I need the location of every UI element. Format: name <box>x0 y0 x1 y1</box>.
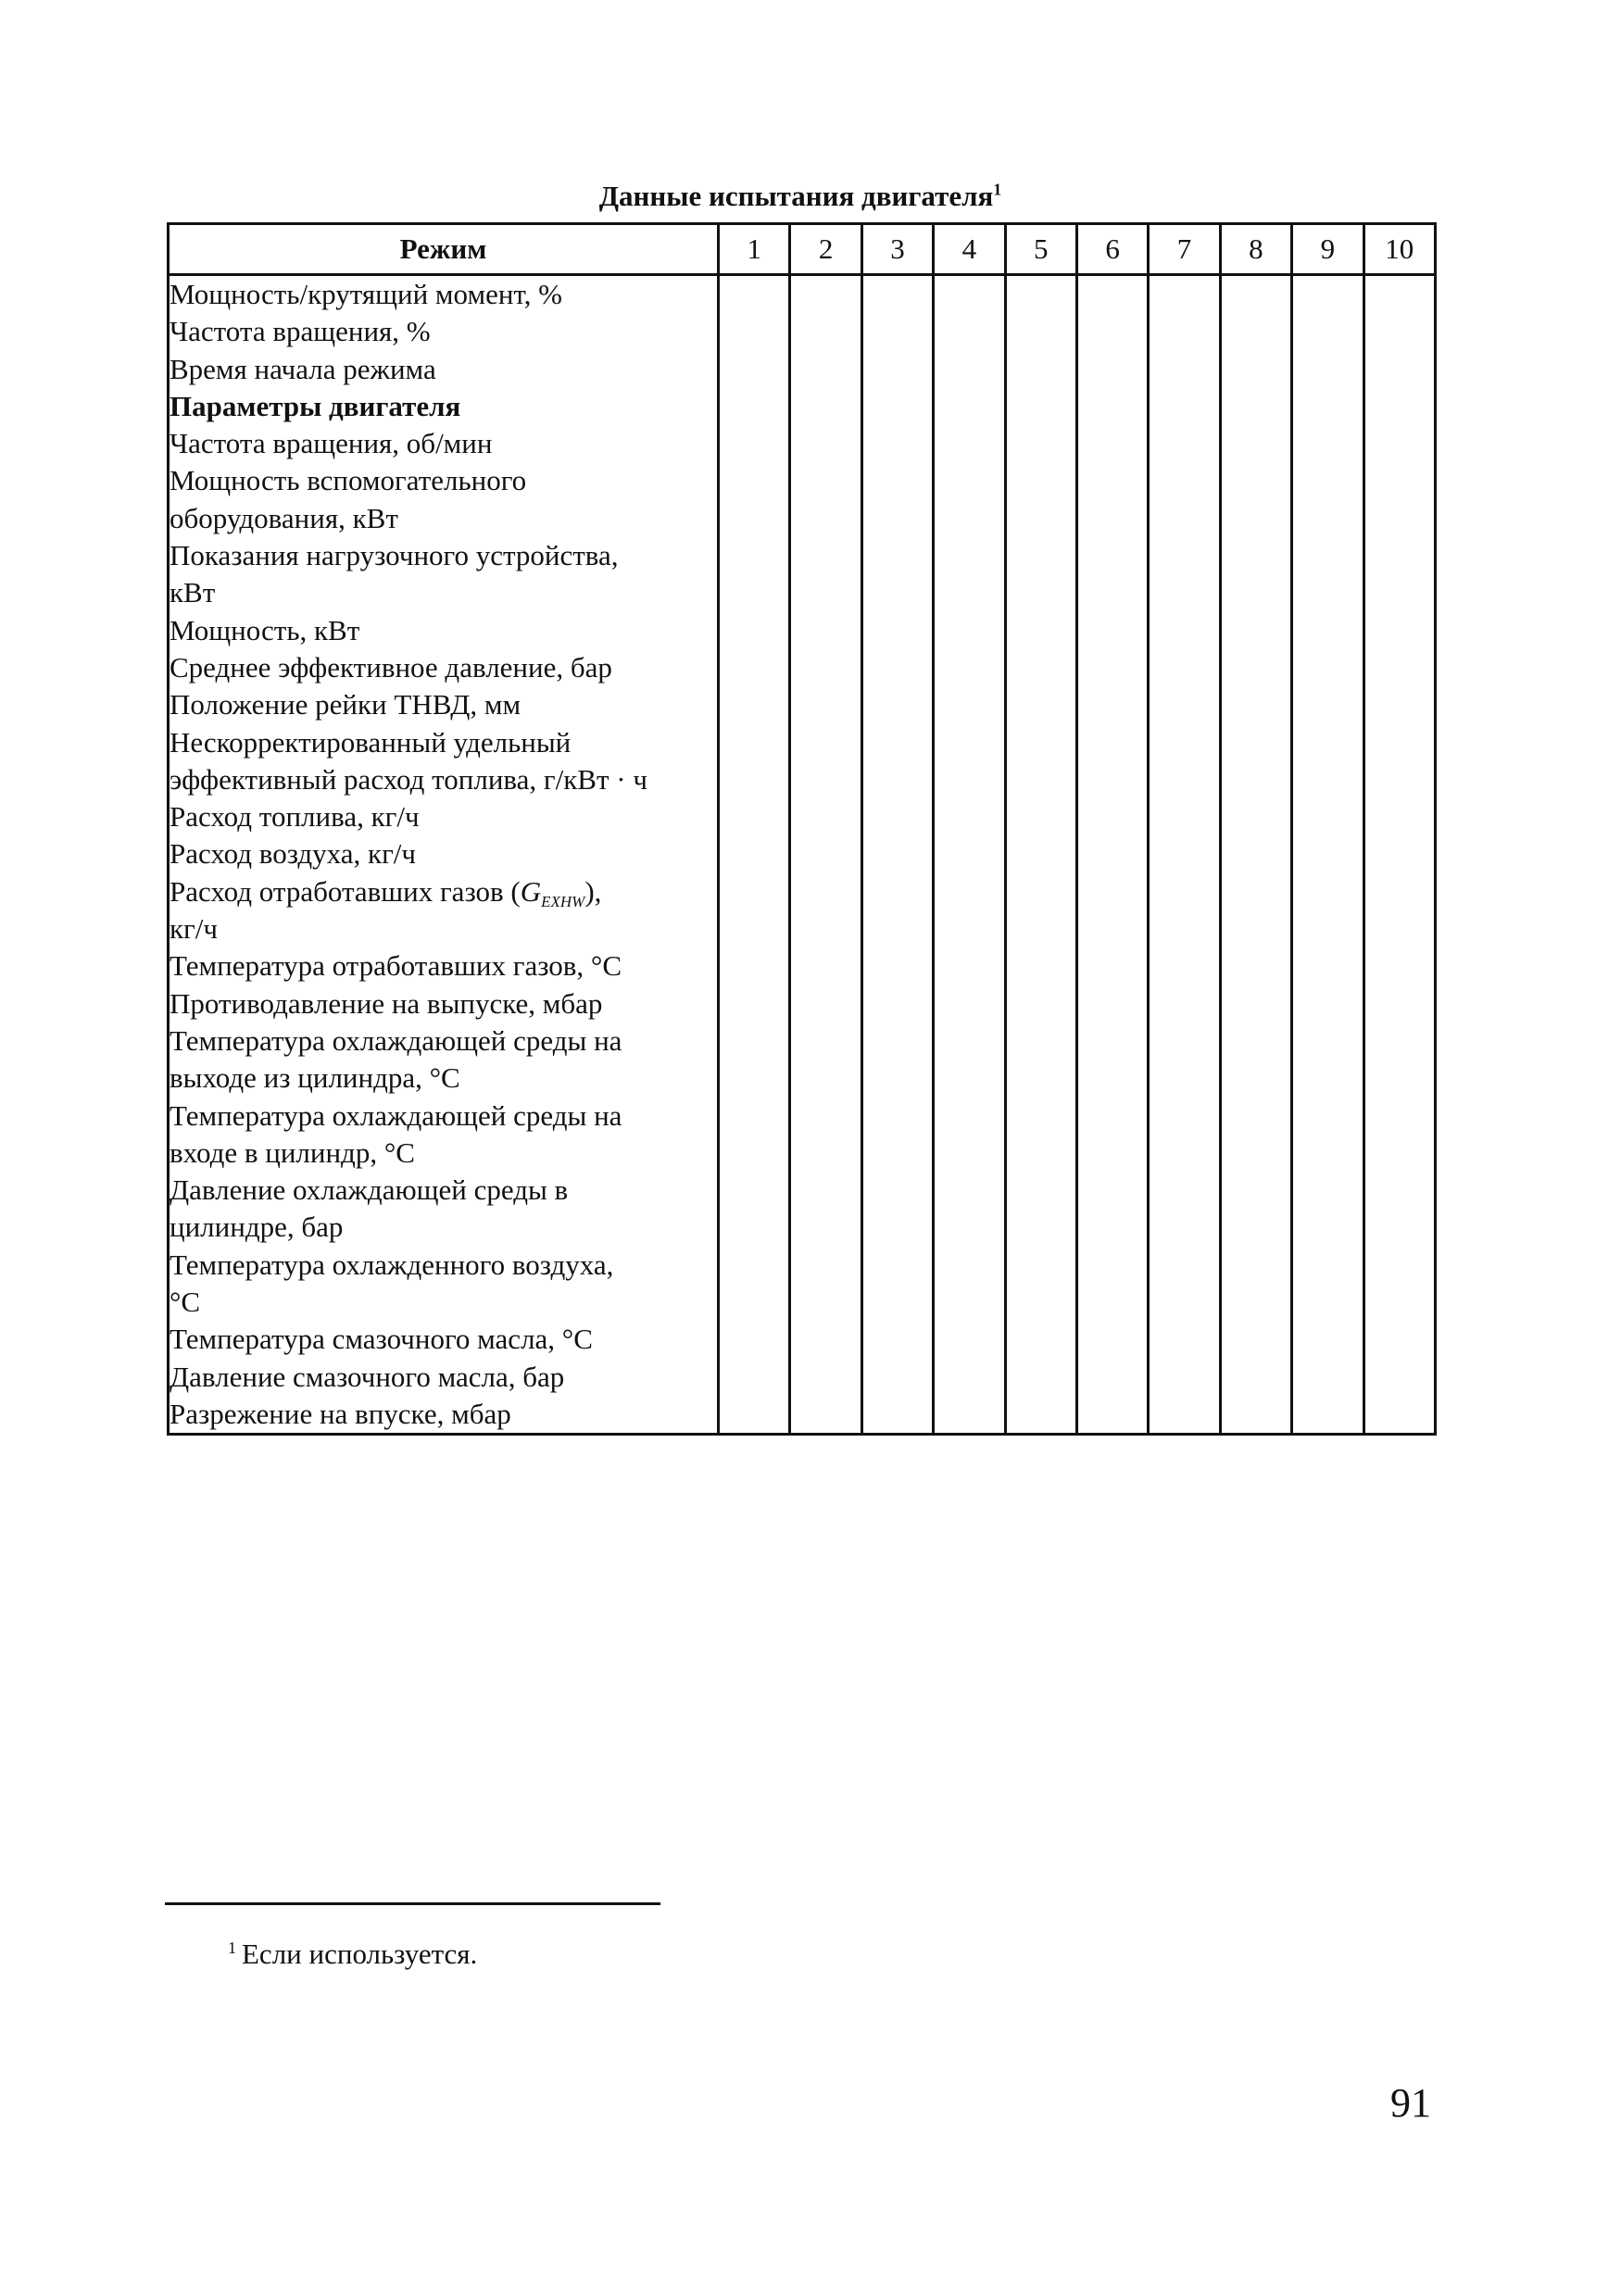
parameter-line: Температура охлаждающей среды на <box>170 1023 622 1057</box>
parameter-line: Расход воздуха, кг/ч <box>170 837 417 871</box>
parameter-line: Температура смазочного масла, °C <box>170 1323 593 1356</box>
parameter-line: кВт <box>170 576 216 609</box>
parameter-line: Мощность, кВт <box>170 613 360 646</box>
parameter-line: Давление охлаждающей среды в <box>170 1173 569 1207</box>
parameter-line: Положение рейки ТНВД, мм <box>170 688 521 721</box>
mode-header-label: Режим <box>169 224 719 275</box>
parameter-line: Среднее эффективное давление, бар <box>170 650 612 684</box>
mode-header-6: 6 <box>1076 224 1148 275</box>
parameter-line: Давление смазочного масла, бар <box>170 1360 565 1393</box>
parameter-line: °C <box>170 1286 201 1319</box>
parameter-line: Противодавление на выпуске, мбар <box>170 986 603 1020</box>
engine-test-table <box>167 222 1437 1436</box>
parameter-line: Мощность/крутящий момент, % <box>170 278 562 310</box>
parameter-list-cell <box>169 275 719 1435</box>
caption-footnote-marker: 1 <box>993 180 1002 199</box>
page-number: 91 <box>1390 2080 1431 2126</box>
footnote <box>228 1936 477 1973</box>
exhaust-flow-symbol: G <box>520 874 542 908</box>
mode-8-values-cell <box>1220 275 1291 1435</box>
mode-header-1: 1 <box>719 224 790 275</box>
parameter-section-heading: Параметры двигателя <box>170 389 461 422</box>
parameter-line: Расход топлива, кг/ч <box>170 800 420 834</box>
parameter-line: выходе из цилиндра, °C <box>170 1061 460 1095</box>
footnote-separator <box>165 1902 660 1905</box>
footnote-marker: 1 <box>228 1938 236 1957</box>
mode-header-10: 10 <box>1363 224 1435 275</box>
parameter-line: Температура охлажденного воздуха, <box>170 1248 614 1281</box>
mode-6-values-cell <box>1076 275 1148 1435</box>
mode-header-3: 3 <box>861 224 933 275</box>
parameter-line: цилиндре, бар <box>170 1211 344 1244</box>
exhaust-flow-subscript: EXHW <box>541 892 585 910</box>
mode-header-9: 9 <box>1292 224 1363 275</box>
mode-2-values-cell <box>790 275 861 1435</box>
mode-header-2: 2 <box>790 224 861 275</box>
parameter-line-exhaust-flow <box>170 873 717 910</box>
mode-5-values-cell <box>1005 275 1076 1435</box>
parameter-line: Мощность вспомогательного <box>170 464 527 497</box>
parameter-line: кг/ч <box>170 912 218 946</box>
parameter-line: Температура охлаждающей среды на <box>170 1098 622 1132</box>
parameter-line: Нескорректированный удельный <box>170 725 572 759</box>
mode-1-values-cell <box>719 275 790 1435</box>
mode-header-8: 8 <box>1220 224 1291 275</box>
parameter-line: Температура отработавших газов, °C <box>170 949 622 983</box>
mode-7-values-cell <box>1149 275 1220 1435</box>
parameter-line: Разрежение на впуске, мбар <box>170 1397 511 1430</box>
mode-header-5: 5 <box>1005 224 1076 275</box>
mode-header-4: 4 <box>934 224 1005 275</box>
exhaust-flow-label: Расход отработавших газов ( <box>170 874 521 908</box>
parameter-line: Показания нагрузочного устройства, <box>170 539 619 572</box>
mode-4-values-cell <box>934 275 1005 1435</box>
exhaust-flow-suffix: ), <box>584 874 602 908</box>
parameter-line: Частота вращения, % <box>170 315 431 348</box>
footnote-text: Если используется. <box>242 1938 478 1970</box>
mode-10-values-cell <box>1363 275 1435 1435</box>
table-caption-text: Данные испытания двигателя <box>598 180 994 212</box>
parameter-line: Частота вращения, об/мин <box>170 427 493 460</box>
table-caption <box>167 178 1434 215</box>
mode-3-values-cell <box>861 275 933 1435</box>
parameter-line: эффективный расход топлива, г/кВт · ч <box>170 762 647 796</box>
mode-9-values-cell <box>1292 275 1363 1435</box>
table-header-row <box>169 224 1436 275</box>
parameter-line: входе в цилиндр, °C <box>170 1135 415 1169</box>
parameter-line: оборудования, кВт <box>170 501 398 534</box>
parameter-line: Время начала режима <box>170 352 436 385</box>
table-body-row <box>169 275 1436 1435</box>
mode-header-7: 7 <box>1149 224 1220 275</box>
